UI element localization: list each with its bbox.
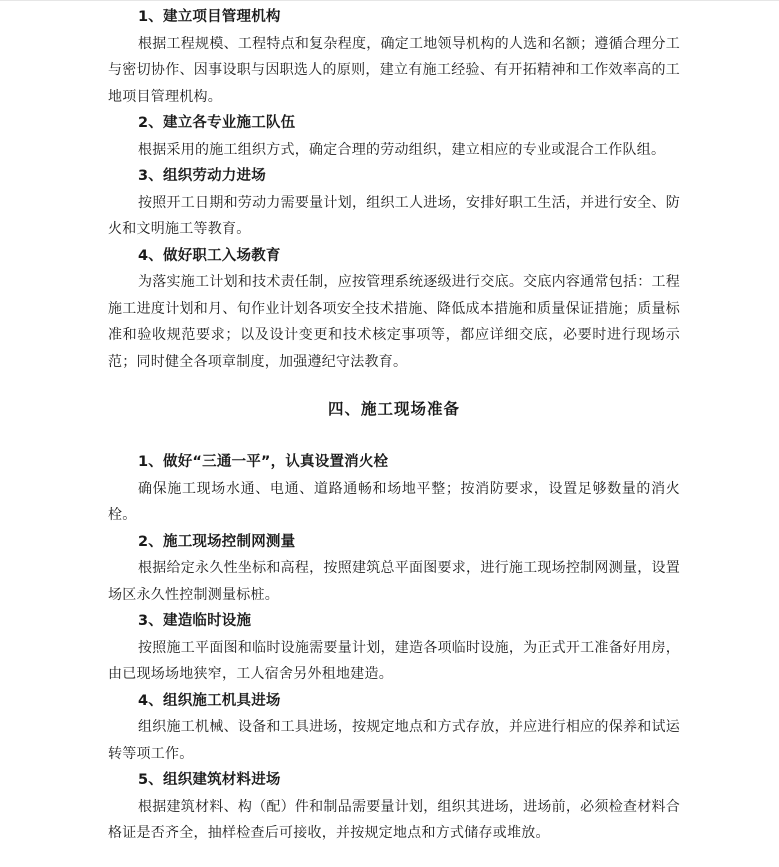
item-paragraph: 根据工程规模、工程特点和复杂程度，确定工地领导机构的人选和名额；遵循合理分工与密切协作、因事设职与因职选人的原则，建立有施工经验、有开拓精神和工作效率高的工地项目管理机构。 xyxy=(108,35,680,105)
item-paragraph: 根据建筑材料、构（配）件和制品需要量计划，组织其进场，进场前，必须检查材料合格证是否齐全，抽样检查后可接收，并按规定地点和方式储存或堆放。 xyxy=(108,798,680,841)
item-heading: 5、组织建筑材料进场 xyxy=(138,772,281,788)
item-heading: 2、建立各专业施工队伍 xyxy=(138,115,296,131)
item-paragraph: 组织施工机械、设备和工具进场，按规定地点和方式存放，并应进行相应的保养和试运转等项工作。 xyxy=(108,719,680,762)
item-paragraph: 根据给定永久性坐标和高程，按照建筑总平面图要求，进行施工现场控制网测量，设置场区永久性控制测量标桩。 xyxy=(108,560,680,603)
item-heading: 2、施工现场控制网测量 xyxy=(138,533,296,550)
top-divider xyxy=(0,0,779,1)
item-heading: 4、做好职工入场教育 xyxy=(138,247,281,264)
item-heading: 1、做好“三通一平”，认真设置消火栓 xyxy=(138,454,389,470)
document-page xyxy=(108,4,680,847)
item-paragraph: 根据采用的施工组织方式，确定合理的劳动组织，建立相应的专业或混合工作队组。 xyxy=(138,141,666,158)
item-heading: 4、组织施工机具进场 xyxy=(138,692,281,709)
item-paragraph: 确保施工现场水通、电通、道路通畅和场地平整；按消防要求，设置足够数量的消火栓。 xyxy=(108,480,680,523)
item-heading: 3、组织劳动力进场 xyxy=(138,168,266,184)
item-paragraph: 按照开工日期和劳动力需要量计划，组织工人进场，安排好职工生活，并进行安全、防火和文明施工等教育。 xyxy=(108,194,680,237)
item-heading: 1、建立项目管理机构 xyxy=(138,9,281,25)
section-title: 四、施工现场准备 xyxy=(327,400,460,418)
item-paragraph: 为落实施工计划和技术责任制，应按管理系统逐级进行交底。交底内容通常包括：工程施工进度计划和月、旬作业计划各项安全技术措施、降低成本措施和质量保证措施；质量标准和验收规范要求；以及设计变更和技术核定事项等，都应详细交底，必要时进行现场示范；同时健全各项章制度，加强遵纪守法教育。 xyxy=(108,274,680,370)
item-heading: 3、建造临时设施 xyxy=(138,613,252,629)
item-paragraph: 按照施工平面图和临时设施需要量计划，建造各项临时设施，为正式开工准备好用房，由已现场场地狭窄，工人宿舍另外租地建造。 xyxy=(108,639,680,682)
